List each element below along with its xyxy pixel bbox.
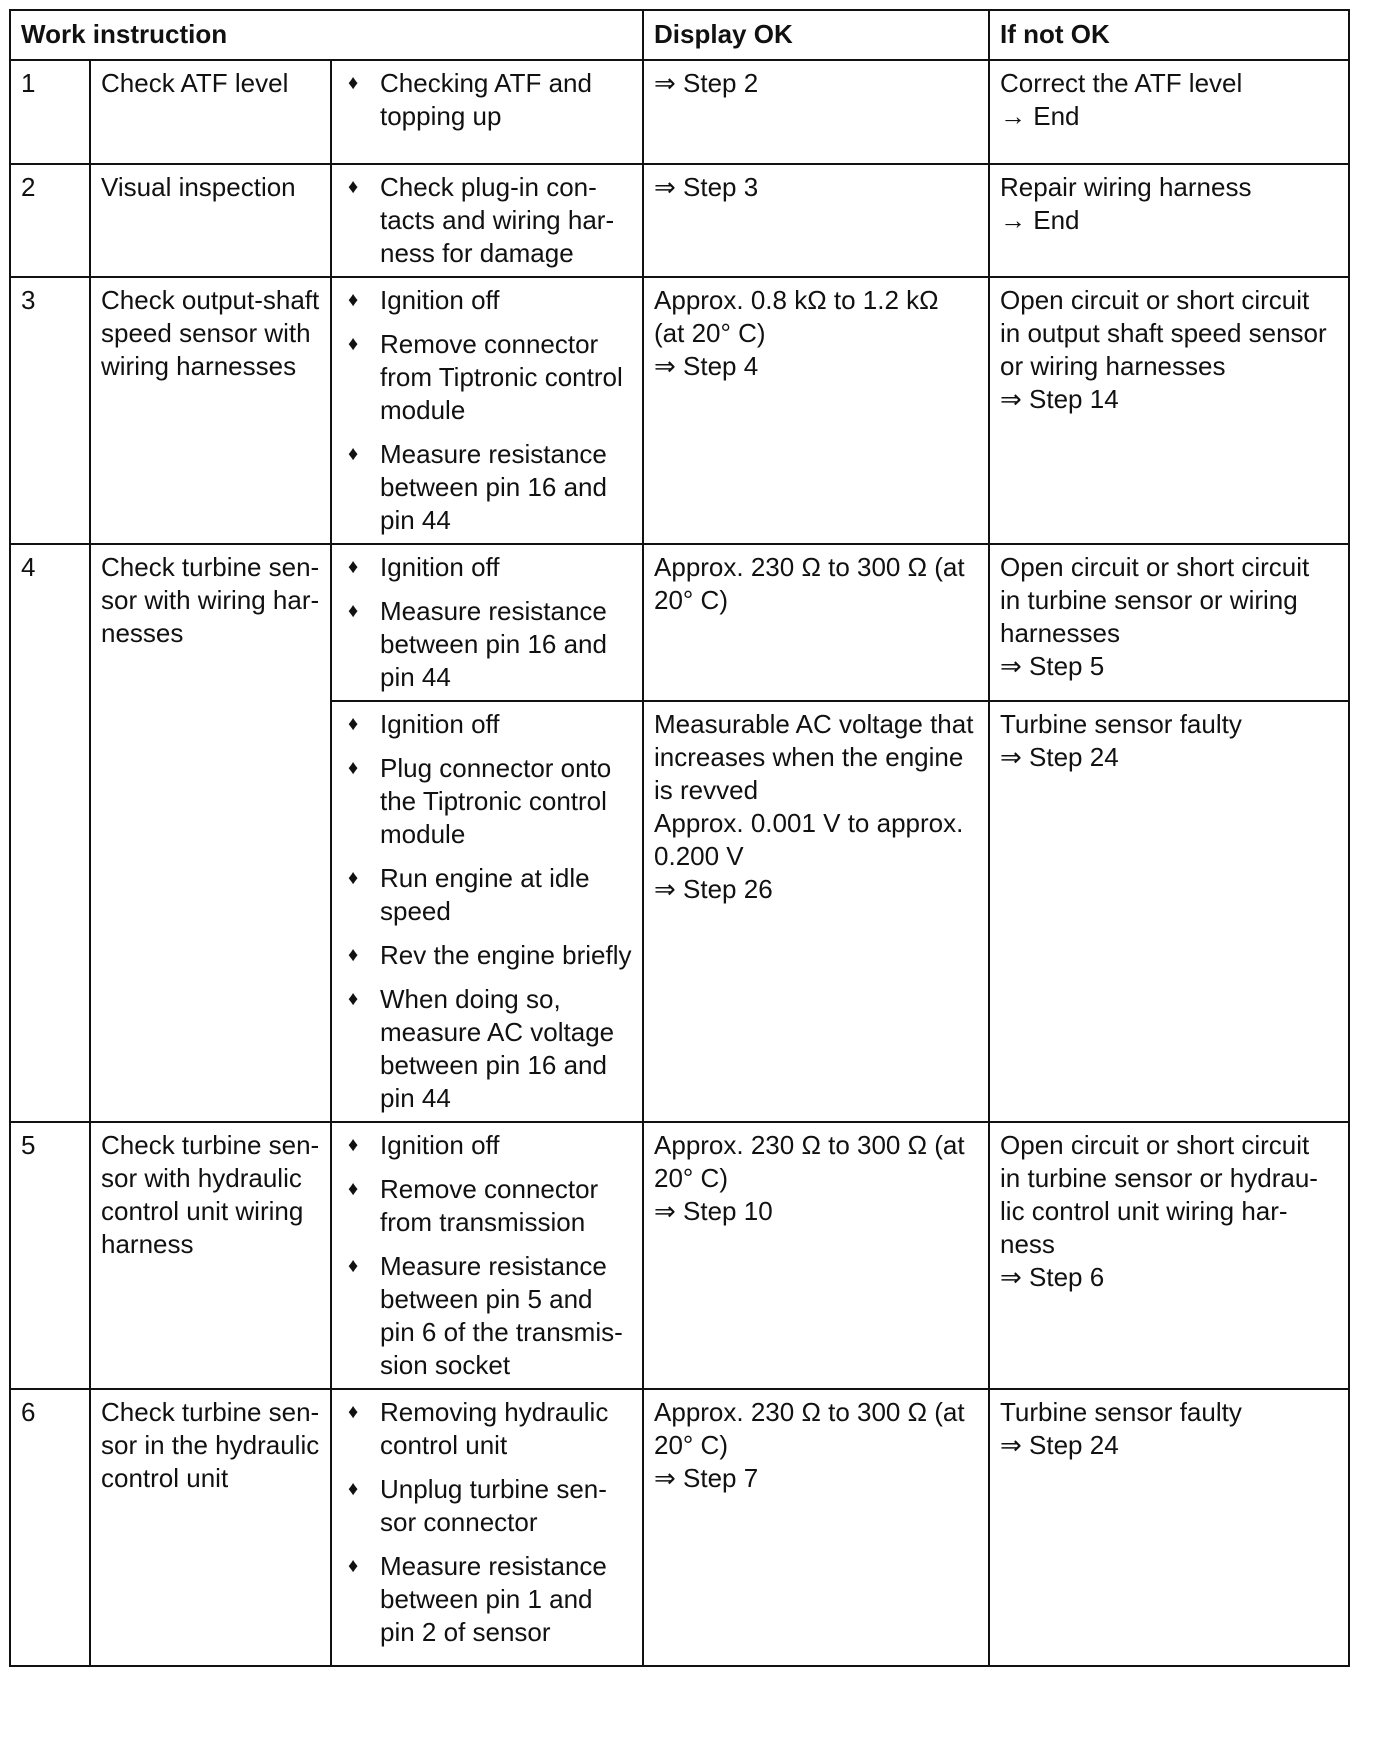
diamond-bullet-icon: ♦ bbox=[348, 713, 359, 735]
display-ok-text: ⇒ Step 2 bbox=[654, 68, 759, 98]
display-ok-cell bbox=[643, 277, 989, 544]
diamond-bullet-icon: ♦ bbox=[348, 1401, 359, 1423]
action-text: Plug connector onto the Tiptronic control module bbox=[380, 753, 612, 849]
diamond-bullet-icon: ♦ bbox=[348, 1478, 359, 1500]
action-list bbox=[342, 171, 634, 270]
if-not-ok-cell bbox=[989, 60, 1349, 164]
action-text: Measure resistance between pin 5 and pin 6 of the transmis- sion socket bbox=[380, 1251, 623, 1380]
header-display-ok: Display OK bbox=[643, 10, 989, 60]
table-row bbox=[10, 1122, 1349, 1389]
diamond-bullet-icon: ♦ bbox=[348, 757, 359, 779]
action-list bbox=[342, 1129, 634, 1382]
check-text: Check ATF level bbox=[101, 68, 289, 98]
check-description bbox=[90, 277, 331, 544]
check-description bbox=[90, 1389, 331, 1666]
action-text: Checking ATF and topping up bbox=[380, 68, 592, 131]
action-text: Measure resistance between pin 1 and pin 2 of sensor bbox=[380, 1551, 607, 1647]
check-text: Check turbine sen- sor in the hydraulic control unit bbox=[101, 1397, 320, 1493]
if-not-ok-cell bbox=[989, 544, 1349, 701]
diamond-bullet-icon: ♦ bbox=[348, 1178, 359, 1200]
header-work-instruction: Work instruction bbox=[10, 10, 643, 60]
action-item bbox=[342, 939, 634, 972]
display-ok-text: Approx. 230 Ω to 300 Ω (at 20° C) ⇒ Step 10 bbox=[654, 1130, 965, 1226]
action-text: Remove connector from transmission bbox=[380, 1174, 599, 1237]
action-text: Ignition off bbox=[380, 1130, 500, 1160]
diamond-bullet-icon: ♦ bbox=[348, 867, 359, 889]
action-list-cell bbox=[331, 60, 643, 164]
table-row bbox=[10, 1389, 1349, 1666]
action-item bbox=[342, 1173, 634, 1239]
action-list bbox=[342, 551, 634, 694]
action-list bbox=[342, 708, 634, 1115]
display-ok-cell bbox=[643, 1389, 989, 1666]
if-not-ok-cell bbox=[989, 1389, 1349, 1666]
if-not-ok-cell bbox=[989, 701, 1349, 1122]
check-description bbox=[90, 60, 331, 164]
action-text: Ignition off bbox=[380, 285, 500, 315]
display-ok-text: Measurable AC voltage that increases when the engine is revved Approx. 0.001 V to approx. 0.200 V ⇒ Step 26 bbox=[654, 709, 974, 904]
diamond-bullet-icon: ♦ bbox=[348, 176, 359, 198]
action-item bbox=[342, 1250, 634, 1382]
diamond-bullet-icon: ♦ bbox=[348, 72, 359, 94]
action-item bbox=[342, 328, 634, 427]
action-item bbox=[342, 708, 634, 741]
display-ok-cell bbox=[643, 544, 989, 701]
table-body bbox=[10, 60, 1349, 1666]
display-ok-cell bbox=[643, 164, 989, 277]
header-if-not-ok: If not OK bbox=[989, 10, 1349, 60]
action-text: Unplug turbine sen- sor connector bbox=[380, 1474, 607, 1537]
action-item bbox=[342, 1396, 634, 1462]
action-item bbox=[342, 67, 634, 133]
display-ok-text: Approx. 230 Ω to 300 Ω (at 20° C) ⇒ Step 7 bbox=[654, 1397, 965, 1493]
action-item bbox=[342, 1473, 634, 1539]
diamond-bullet-icon: ♦ bbox=[348, 556, 359, 578]
action-item bbox=[342, 862, 634, 928]
check-text: Check turbine sen- sor with wiring har- nesses bbox=[101, 552, 320, 648]
diamond-bullet-icon: ♦ bbox=[348, 1555, 359, 1577]
step-number: 6 bbox=[10, 1389, 90, 1666]
display-ok-text: Approx. 230 Ω to 300 Ω (at 20° C) bbox=[654, 552, 965, 615]
if-not-ok-text: Open circuit or short circuit in turbine sensor or hydrau- lic control unit wiring har- ness ⇒ Step 6 bbox=[1000, 1130, 1318, 1292]
check-text: Check turbine sen- sor with hydraulic control unit wiring harness bbox=[101, 1130, 320, 1259]
if-not-ok-text: Turbine sensor faulty ⇒ Step 24 bbox=[1000, 1397, 1242, 1460]
action-item bbox=[342, 551, 634, 584]
action-item bbox=[342, 1129, 634, 1162]
check-description bbox=[90, 164, 331, 277]
diamond-bullet-icon: ♦ bbox=[348, 289, 359, 311]
step-number: 4 bbox=[10, 544, 90, 1122]
action-text: Ignition off bbox=[380, 552, 500, 582]
diamond-bullet-icon: ♦ bbox=[348, 333, 359, 355]
action-text: When doing so, measure AC voltage between pin 16 and pin 44 bbox=[380, 984, 615, 1113]
action-item bbox=[342, 752, 634, 851]
action-text: Ignition off bbox=[380, 709, 500, 739]
diamond-bullet-icon: ♦ bbox=[348, 944, 359, 966]
step-number: 2 bbox=[10, 164, 90, 277]
display-ok-cell bbox=[643, 60, 989, 164]
action-list-cell bbox=[331, 164, 643, 277]
if-not-ok-text: Repair wiring harness → End bbox=[1000, 172, 1252, 235]
table-row bbox=[10, 544, 1349, 701]
action-item bbox=[342, 284, 634, 317]
action-list-cell bbox=[331, 701, 643, 1122]
if-not-ok-text: Open circuit or short circuit in output shaft speed sensor or wiring harnesses ⇒ Step 14 bbox=[1000, 285, 1327, 414]
diamond-bullet-icon: ♦ bbox=[348, 1255, 359, 1277]
action-text: Measure resistance between pin 16 and pin 44 bbox=[380, 439, 607, 535]
action-list bbox=[342, 1396, 634, 1649]
action-text: Removing hydraulic control unit bbox=[380, 1397, 609, 1460]
if-not-ok-text: Open circuit or short circuit in turbine sensor or wiring harnesses ⇒ Step 5 bbox=[1000, 552, 1310, 681]
check-text: Check output-shaft speed sensor with wiring harnesses bbox=[101, 285, 320, 381]
action-text: Measure resistance between pin 16 and pin 44 bbox=[380, 596, 607, 692]
display-ok-text: Approx. 0.8 kΩ to 1.2 kΩ (at 20° C) ⇒ Step 4 bbox=[654, 285, 939, 381]
action-text: Check plug-in con- tacts and wiring har- ness for damage bbox=[380, 172, 615, 268]
work-instruction-sheet bbox=[9, 9, 1348, 1667]
action-item bbox=[342, 595, 634, 694]
display-ok-cell bbox=[643, 701, 989, 1122]
action-item bbox=[342, 171, 634, 270]
table-row bbox=[10, 277, 1349, 544]
diamond-bullet-icon: ♦ bbox=[348, 600, 359, 622]
check-text: Visual inspection bbox=[101, 172, 296, 202]
diamond-bullet-icon: ♦ bbox=[348, 988, 359, 1010]
action-text: Run engine at idle speed bbox=[380, 863, 590, 926]
action-text: Rev the engine briefly bbox=[380, 940, 632, 970]
table-header-row bbox=[10, 10, 1349, 60]
action-item bbox=[342, 983, 634, 1115]
table-row bbox=[10, 60, 1349, 164]
if-not-ok-cell bbox=[989, 164, 1349, 277]
step-number: 5 bbox=[10, 1122, 90, 1389]
step-number: 1 bbox=[10, 60, 90, 164]
if-not-ok-cell bbox=[989, 277, 1349, 544]
diamond-bullet-icon: ♦ bbox=[348, 1134, 359, 1156]
action-item bbox=[342, 438, 634, 537]
if-not-ok-text: Correct the ATF level → End bbox=[1000, 68, 1243, 131]
action-item bbox=[342, 1550, 634, 1649]
step-number: 3 bbox=[10, 277, 90, 544]
work-instruction-table bbox=[9, 9, 1350, 1667]
display-ok-cell bbox=[643, 1122, 989, 1389]
if-not-ok-text: Turbine sensor faulty ⇒ Step 24 bbox=[1000, 709, 1242, 772]
action-list-cell bbox=[331, 1389, 643, 1666]
display-ok-text: ⇒ Step 3 bbox=[654, 172, 759, 202]
check-description bbox=[90, 1122, 331, 1389]
action-text: Remove connector from Tiptronic control module bbox=[380, 329, 623, 425]
table-row bbox=[10, 164, 1349, 277]
action-list bbox=[342, 284, 634, 537]
action-list-cell bbox=[331, 544, 643, 701]
action-list-cell bbox=[331, 1122, 643, 1389]
if-not-ok-cell bbox=[989, 1122, 1349, 1389]
action-list bbox=[342, 67, 634, 133]
action-list-cell bbox=[331, 277, 643, 544]
diamond-bullet-icon: ♦ bbox=[348, 443, 359, 465]
check-description bbox=[90, 544, 331, 1122]
